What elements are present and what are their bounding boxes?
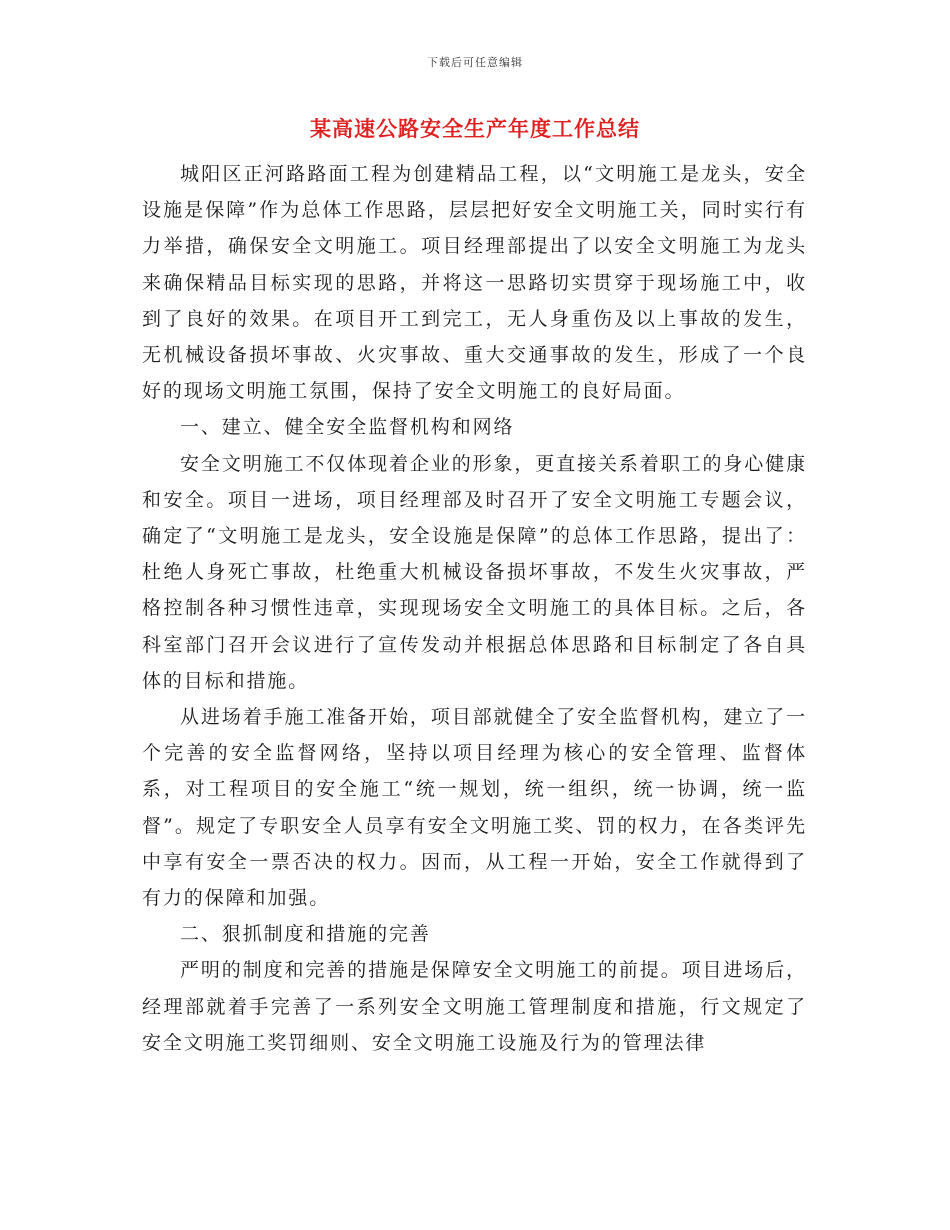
section-heading-2: 二、狠抓制度和措施的完善 <box>180 923 431 946</box>
paragraph-section1-b: 从进场着手施工准备开始，项目部就健全了安全监督机构，建立了一个完善的安全监督网络，坚持以项目经理为核心的安全管理、监督体系，对工程项目的安全施工“统一规划，统一组织，统一协调，统一监督”。规定了专职安全人员享有安全文明施工奖、罚的权力，在各类评先中享有安全一票否决的权力。因而，从工程一开始，安全工作就得到了有力的保障和加强。 <box>142 706 808 910</box>
paragraph-section1-a: 安全文明施工不仅体现着企业的形象，更直接关系着职工的身心健康和安全。项目一进场，项目经理部及时召开了安全文明施工专题会议，确定了“文明施工是龙头，安全设施是保障”的总体工作思路，提出了：杜绝人身死亡事故，杜绝重大机械设备损坏事故，不发生火灾事故，严格控制各种习惯性违章，实现现场安全文明施工的具体目标。之后，各科室部门召开会议进行了宣传发动并根据总体思路和目标制定了各自具体的目标和措施。 <box>142 452 808 692</box>
paragraph-intro: 城阳区正河路路面工程为创建精品工程，以“文明施工是龙头，安全设施是保障”作为总体工作思路，层层把好安全文明施工关，同时实行有力举措，确保安全文明施工。项目经理部提出了以安全文明施工为龙头来确保精品目标实现的思路，并将这一思路切实贯穿于现场施工中，收到了良好的效果。在项目开工到完工，无人身重伤及以上事故的发生，无机械设备损坏事故、火灾事故、重大交通事故的发生，形成了一个良好的现场文明施工氛围，保持了安全文明施工的良好局面。 <box>142 163 807 403</box>
document-body <box>142 156 807 1061</box>
paragraph-section2-a: 严明的制度和完善的措施是保障安全文明施工的前提。项目进场后，经理部就着手完善了一系列安全文明施工管理制度和措施，行文规定了安全文明施工奖罚细则、安全文明施工设施及行为的管理法律 <box>142 959 808 1054</box>
header-note: 下载后可任意编辑 <box>427 56 523 69</box>
section-heading-1: 一、建立、健全安全监督机构和网络 <box>180 416 515 439</box>
document-title: 某高速公路安全生产年度工作总结 <box>310 116 640 141</box>
